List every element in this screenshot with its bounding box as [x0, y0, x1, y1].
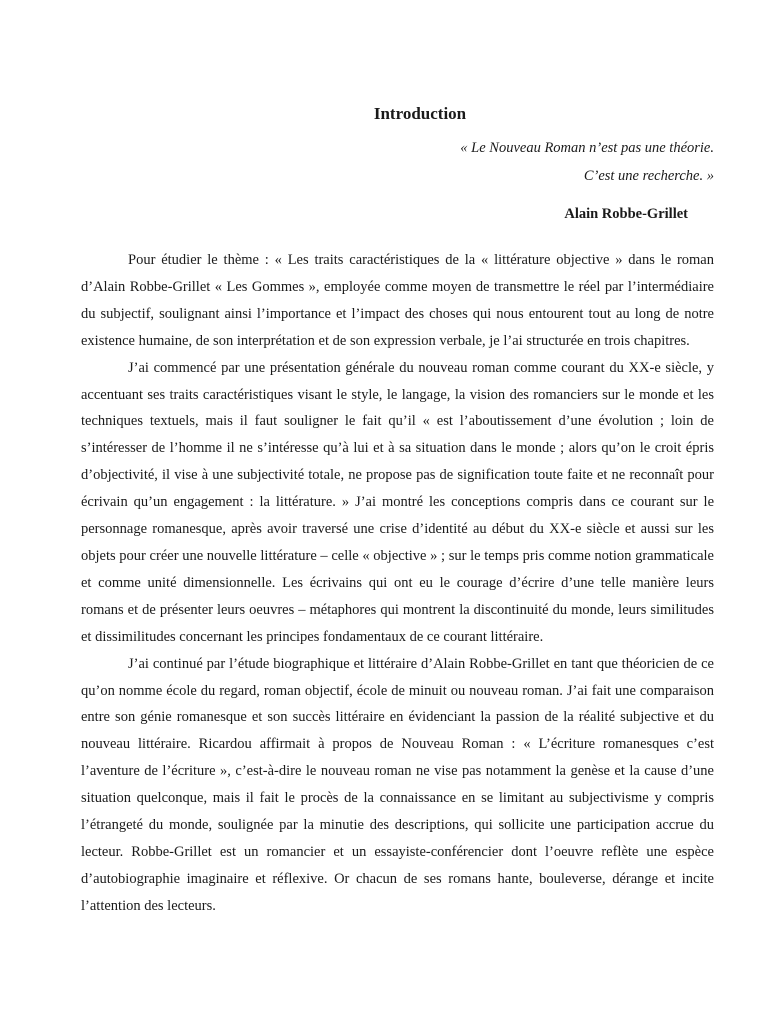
body-text: [81, 247, 714, 920]
epigraph-author: Alain Robbe-Grillet: [564, 206, 688, 222]
epigraph-line-1: « Le Nouveau Roman n’est pas une théorie.: [460, 140, 714, 156]
paragraph-3: J’ai continué par l’étude biographique et littéraire d’Alain Robbe-Grillet en tant que théoricien de ce qu’on nomme école du regard, roman objectif, école de minuit ou nouveau roman. J’ai fait une comparaison entre son génie romanesque et son succès littéraire en évidenciant la passion de la réalité subjective et du nouveau littéraire. Ricardou affirmait à propos de Nouveau Roman : « L’écriture romanesques c’est l’aventure de l’écriture », c’est-à-dire le nouveau roman ne vise pas notamment la genèse et la cause d’une situation quelconque, mais il fait le procès de la connaissance en se limitant au subjectivisme y compris l’étrangeté du monde, soulignée par la minutie des descriptions, qui sollicite une participation accrue du lecteur. Robbe-Grillet est un romancier et un essayiste-conférencier dont l’oeuvre reflète une espèce d’autobiographie imaginaire et réflexive. Or chacun de ses romans hante, bouleverse, dérange et incite l’attention des lecteurs.: [81, 655, 714, 914]
paragraph-2: J’ai commencé par une présentation générale du nouveau roman comme courant du XX-e siècle, y accentuant ses traits caractéristiques visant le style, le langage, la vision des romanciers sur le monde et les techniques textuels, mais il faut souligner le fait qu’il « est l’aboutissement d’une évolution ; loin de s’intéresser de l’homme il ne s’intéresse qu’à lui et à sa situation dans le monde ; alors qu’on le croit épris d’objectivité, il vise à une subjectivité totale, ne propose pas de signification toute faite et ne reconnaît pour écrivain qu’un engagement : la littérature. » J’ai montré les conceptions compris dans ce courant sur le personnage romanesque, après avoir traversé une crise d’identité au début du XX-e siècle et aussi sur les objets pour créer une nouvelle littérature – celle « objective » ; sur le temps pris comme notion grammaticale et comme unité dimensionnelle. Les écrivains qui ont eu le courage d’écrire d’une telle manière leurs romans et de présenter leurs oeuvres – métaphores qui montrent la discontinuité du monde, leurs similitudes et dissimilitudes concernant les principes fondamentaux de ce courant littéraire.: [81, 359, 714, 645]
paragraph-1: Pour étudier le thème : « Les traits caractéristiques de la « littérature objective » dans le roman d’Alain Robbe-Grillet « Les Gommes », employée comme moyen de transmettre le réel par l’intermédiaire du subjectif, soulignant ainsi l’importance et l’impact des choses qui nous entourent tout au long de notre existence humaine, de son interprétation et de son expression verbale, je l’ai structurée en trois chapitres.: [81, 252, 714, 349]
page-title: Introduction: [373, 104, 467, 123]
epigraph-line-2: C’est une recherche. »: [583, 168, 714, 184]
epigraph: [460, 134, 714, 190]
